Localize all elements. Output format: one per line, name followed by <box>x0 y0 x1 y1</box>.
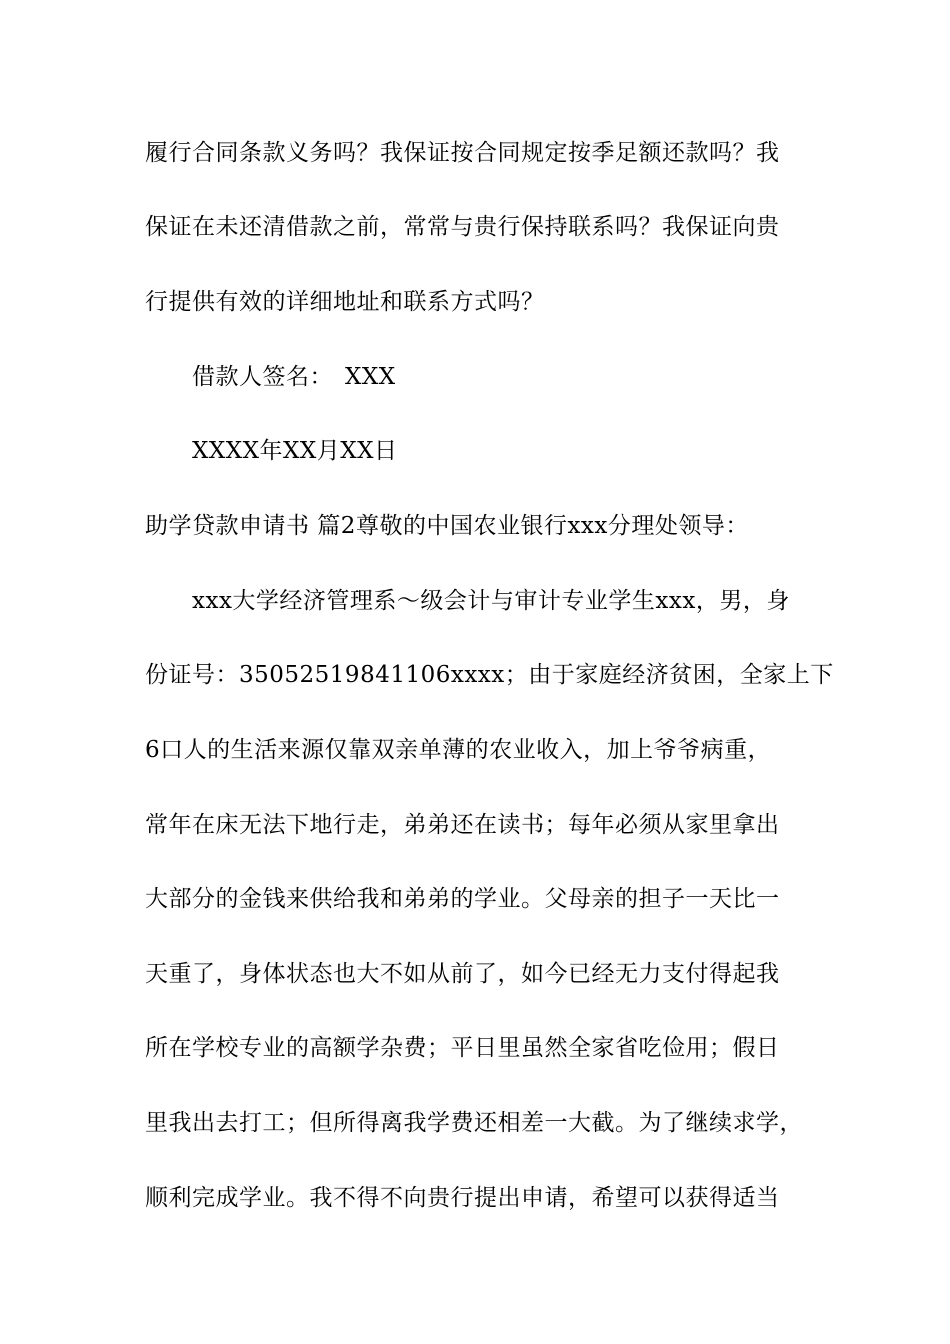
date-line: XXXX年XX月XX日 <box>192 438 398 464</box>
body-text-line: 保证在未还清借款之前，常常与贵行保持联系吗？我保证向贵 <box>145 214 780 240</box>
body-text-line: 份证号：35052519841106xxxx；由于家庭经济贫困，全家上下 <box>145 662 834 688</box>
body-text-line: 顺利完成学业。我不得不向贵行提出申请，希望可以获得适当 <box>145 1185 780 1211</box>
section-heading-line: 助学贷款申请书 篇2尊敬的中国农业银行xxx分理处领导： <box>145 513 749 539</box>
body-text-line: xxx大学经济管理系～级会计与审计专业学生xxx，男，身 <box>192 588 790 614</box>
body-text-line: 常年在床无法下地行走，弟弟还在读书；每年必须从家里拿出 <box>145 812 780 838</box>
body-text-line: 履行合同条款义务吗？我保证按合同规定按季足额还款吗？我 <box>145 140 780 166</box>
body-text-line: 所在学校专业的高额学杂费；平日里虽然全家省吃俭用；假日 <box>145 1035 780 1061</box>
body-text-line: 6口人的生活来源仅靠双亲单薄的农业收入，加上爷爷病重， <box>145 737 772 763</box>
borrower-signature-line: 借款人签名： XXX <box>192 364 396 390</box>
body-text-line: 大部分的金钱来供给我和弟弟的学业。父母亲的担子一天比一 <box>145 886 780 912</box>
body-text-line: 里我出去打工；但所得离我学费还相差一大截。为了继续求学， <box>145 1110 803 1136</box>
body-text-line: 天重了，身体状态也大不如从前了，如今已经无力支付得起我 <box>145 961 780 987</box>
body-text-line: 行提供有效的详细地址和联系方式吗？ <box>145 289 545 315</box>
